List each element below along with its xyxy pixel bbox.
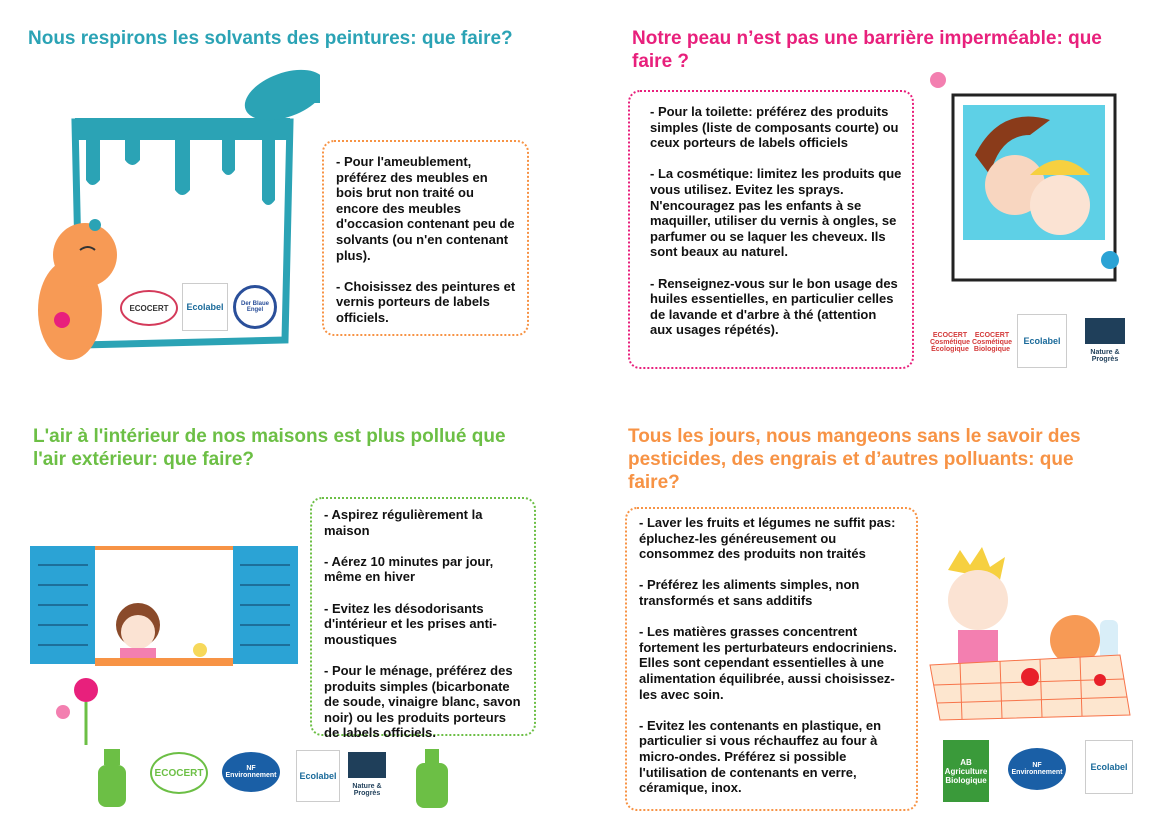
tip: - Les matières grasses concentrent fortement les perturbateurs endocriniens. Elles sont cependant essentielles à une alimentation équilibrée, aussi choisissez-les avec soin. (639, 624, 897, 702)
tip: - Laver les fruits et légumes ne suffit pas: épluchez-les généreusement ou consommez des produits non traités (639, 515, 896, 562)
tip: - Renseignez-vous sur le bon usage des huiles essentielles, en particulier celles de lavande et d'arbre à thé (attention aux usages répétés). (650, 275, 898, 338)
window-illustration (28, 540, 308, 750)
tip: - Pour l'ameublement, préférez des meubles en bois brut non traité ou encore des meubles d'occasion contenant peu de solvants (ou n'en contenant plus). (336, 154, 515, 263)
ecocert-cosmetique-biologique-logo: ECOCERT Cosmétique Biologique (971, 331, 1013, 353)
paint-bucket-illustration (20, 60, 320, 375)
tips-box-food (625, 507, 918, 811)
cat-illustration (38, 219, 117, 360)
tip: - Pour la toilette: préférez des produits simples (liste de composants courte) ou ceux porteurs de labels officiels (650, 104, 899, 151)
ecolabel-logo: Ecolabel (182, 283, 228, 331)
tip: - Evitez les contenants en plastique, en particulier si vous réchauffez au four à micro-ondes. Préférez si possible l'utilisation de contenants en verre, céramique, inox. (639, 717, 882, 796)
section-title-paint: Nous respirons les solvants des peintures: que faire? (28, 28, 513, 49)
section-title-air: L'air à l'intérieur de nos maisons est plus pollué que l'air extérieur: que faire? (33, 426, 506, 470)
kids-at-table-illustration (920, 545, 1145, 725)
tip: - Aspirez régulièrement la maison (324, 507, 483, 538)
section-title-skin: Notre peau n’est pas une barrière imperméable: que faire ? (632, 28, 1102, 72)
ab-agriculture-biologique-logo: AB Agriculture Biologique (943, 740, 989, 802)
ecocert-logo: ECOCERT (120, 290, 178, 326)
nf-environnement-logo: NF Environnement (1008, 748, 1066, 790)
tips-box-skin (628, 90, 914, 369)
nature-progres-logo: Nature & Progrès (348, 752, 386, 802)
tip: - La cosmétique: limitez les produits que vous utilisez. Evitez les sprays. N'encouragez pas les enfants à se maquiller, utiliser du vernis à ongles, se parfumer ou se laquer les cheveux. Ils sont beaux au naturel. (650, 166, 902, 260)
children-photo-illustration (920, 65, 1140, 290)
tip: - Evitez les désodorisants d'intérieur et les prises anti-moustiques (324, 600, 497, 647)
nature-progres-logo: Nature & Progrès (1085, 318, 1125, 368)
ecolabel-logo: Ecolabel (1017, 314, 1067, 368)
blaue-engel-logo: Der Blaue Engel (233, 285, 277, 329)
section-title-food: Tous les jours, nous mangeons sans le savoir des pesticides, des engrais et d’autres polluants: que faire? (628, 426, 1081, 493)
ecolabel-logo: Ecolabel (296, 750, 340, 802)
tip: - Aérez 10 minutes par jour, même en hiver (324, 553, 494, 585)
tip: - Pour le ménage, préférez des produits simples (bicarbonate de soude, vinaigre blanc, savon noir) ou les produits porteurs de labels officiels. (324, 662, 521, 741)
spray-bottle-icon (88, 745, 133, 810)
ecolabel-logo: Ecolabel (1085, 740, 1133, 794)
ecocert-cosmetique-ecologique-logo: ECOCERT Cosmétique Écologique (929, 331, 971, 353)
tip: - Préférez les aliments simples, non transformés et sans additifs (639, 577, 860, 608)
tips-box-air (310, 497, 536, 741)
tips-box-paint (322, 140, 529, 336)
ecocert-logo: ECOCERT (150, 752, 208, 794)
tip: - Choisissez des peintures et vernis porteurs de labels officiels. (336, 278, 516, 325)
nf-environnement-logo: NF Environnement (222, 752, 280, 792)
detergent-bottle-icon (410, 745, 455, 810)
